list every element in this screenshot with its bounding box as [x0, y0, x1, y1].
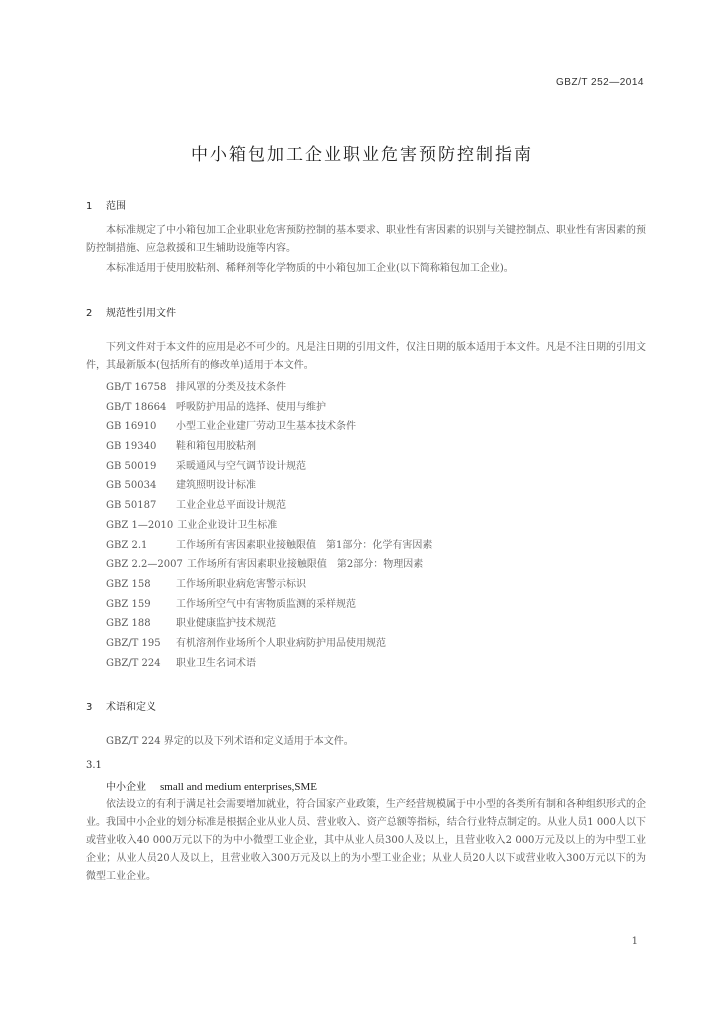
reference-item [106, 457, 432, 477]
reference-item [106, 614, 432, 634]
reference-item [106, 595, 432, 615]
reference-code: GBZ 188 [106, 618, 151, 630]
references-intro: 下列文件对于本文件的应用是必不可少的。凡是注日期的引用文件，仅注日期的版本适用于本文件。凡是不注日期的引用文件，其最新版本(包括所有的修改单)适用于本文件。 [86, 342, 646, 371]
term-number: 3.1 [86, 760, 102, 771]
reference-code: GBZ 1—2010 [106, 519, 174, 531]
reference-title: 有机溶剂作业场所个人职业病防护用品使用规范 [176, 637, 386, 649]
reference-item [106, 575, 432, 595]
term-name [106, 778, 317, 793]
reference-code: GB 50187 [106, 500, 157, 512]
reference-item [106, 476, 432, 496]
section-3-heading [86, 698, 156, 713]
term-name-cn: 中小企业 [106, 782, 146, 793]
scope-paragraph-2: 本标准适用于使用胶粘剂、稀释剂等化学物质的中小箱包加工企业(以下简称箱包加工企业)。 [106, 263, 514, 274]
reference-code: GB 16910 [106, 421, 157, 433]
reference-code: GB/T 18664 [106, 401, 167, 413]
section-number: 1 [86, 201, 93, 212]
reference-item [106, 654, 432, 674]
section-2-heading [86, 304, 176, 319]
page-number: 1 [631, 936, 638, 947]
terms-intro: GBZ/T 224 界定的以及下列术语和定义适用于本文件。 [106, 736, 354, 747]
reference-item [106, 417, 432, 437]
reference-code: GBZ/T 224 [106, 657, 161, 669]
reference-title: 工作场所有害因素职业接触限值 第2部分：物理因素 [186, 559, 424, 571]
section-number: 2 [86, 308, 93, 319]
section-title: 规范性引用文件 [106, 308, 176, 319]
reference-code: GB 50034 [106, 480, 157, 492]
reference-code: GB 19340 [106, 441, 157, 453]
reference-code: GBZ 159 [106, 598, 151, 610]
reference-title: 工业企业设计卫生标准 [177, 519, 278, 531]
reference-title: 采暖通风与空气调节设计规范 [176, 460, 306, 472]
reference-title: 鞋和箱包用胶粘剂 [176, 441, 256, 453]
reference-item [106, 398, 432, 418]
reference-item [106, 437, 432, 457]
reference-item [106, 378, 432, 398]
document-title: 中小箱包加工企业职业危害预防控制指南 [191, 145, 533, 165]
reference-list [106, 378, 432, 673]
reference-item [106, 555, 432, 575]
reference-title: 工作场所空气中有害物质监测的采样规范 [176, 598, 356, 610]
reference-title: 职业卫生名词术语 [176, 657, 256, 669]
reference-title: 小型工业企业建厂劳动卫生基本技术条件 [176, 421, 356, 433]
reference-title: 建筑照明设计标准 [176, 480, 256, 492]
reference-code: GBZ 2.1 [106, 539, 148, 551]
scope-paragraph-1: 本标准规定了中小箱包加工企业职业危害预防控制的基本要求、职业性有害因素的识别与关键控制点、职业性有害因素的预防控制措施、应急救援和卫生辅助设施等内容。 [86, 225, 646, 254]
term-name-en: small and medium enterprises,SME [160, 781, 318, 793]
term-definition: 依法设立的有利于满足社会需要增加就业，符合国家产业政策，生产经营规模属于中小型的各类所有制和各种组织形式的企业。我国中小企业的划分标准是根据企业从业人员、营业收入、资产总额等指标，结合行业特点制定的。从业人员1 000人以下或营业收入40 000万元以下的为中小微型工业企业，其中从业人员300人及以上，且营业收入2 000万元及以上的为中型工业企业；从业人员20人及以上，且营业收入300万元及以上的为小型工业企业；从业人员20人以下或营业收入300万元以下的为微型工业企业。 [86, 799, 646, 882]
section-title: 术语和定义 [106, 702, 156, 713]
reference-item [106, 516, 432, 536]
reference-item [106, 496, 432, 516]
section-1-heading [86, 197, 126, 212]
reference-title: 呼吸防护用品的选择、使用与维护 [176, 401, 326, 413]
reference-title: 工业企业总平面设计规范 [176, 500, 286, 512]
reference-code: GB/T 16758 [106, 382, 167, 393]
standard-code: GBZ/T 252—2014 [556, 77, 644, 88]
reference-code: GB 50019 [106, 460, 157, 472]
reference-title: 排风罩的分类及技术条件 [176, 382, 286, 393]
reference-item [106, 536, 432, 556]
reference-title: 工作场所职业病危害警示标识 [176, 578, 306, 590]
reference-code: GBZ/T 195 [106, 637, 161, 649]
section-title: 范围 [106, 201, 126, 212]
reference-title: 职业健康监护技术规范 [176, 618, 276, 630]
reference-code: GBZ 158 [106, 578, 151, 590]
reference-code: GBZ 2.2—2007 [106, 559, 183, 571]
section-number: 3 [86, 702, 93, 713]
reference-item [106, 634, 432, 654]
reference-title: 工作场所有害因素职业接触限值 第1部分：化学有害因素 [176, 539, 433, 551]
